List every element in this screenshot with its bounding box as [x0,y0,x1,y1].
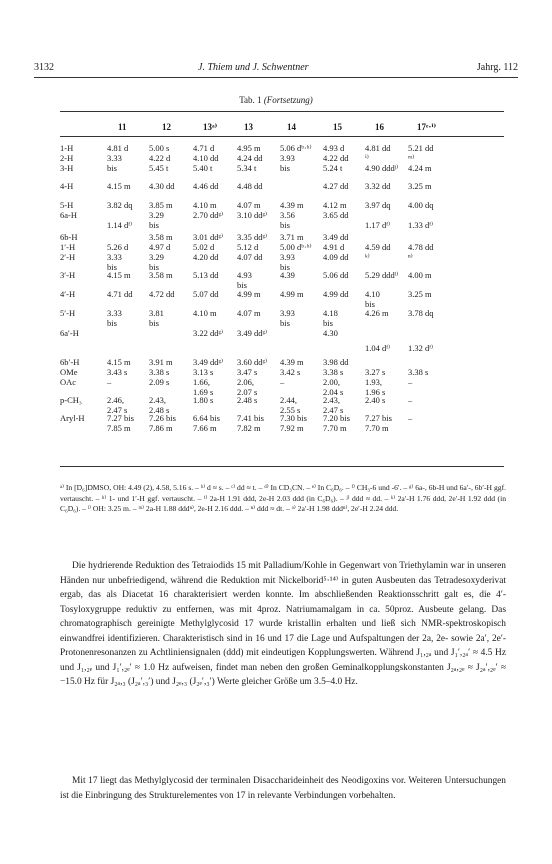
page-number: 3132 [34,62,54,73]
table-cell: 3.97 dq [365,200,391,210]
table-cell: 4.10 [365,289,380,299]
table-cell: – [408,413,413,423]
table-cell: 4.10 dd [193,153,219,163]
table-cell: 4.10 m [193,308,217,318]
table-cell: 4.15 m [107,181,131,191]
table-cell: 4.97 d [149,242,171,252]
table-cell: 2.55 s [280,405,301,415]
table-cell: 4.27 dd [323,181,349,191]
table-caption-label: Tab. 1 [239,95,262,105]
table-cell: ᵏ⁾ [365,252,370,262]
table-cell: bis [107,163,117,173]
table-cell: 4.15 m [107,357,131,367]
table-cell: 1.69 s [193,387,214,397]
column-header: 15 [333,122,342,132]
table-cell: 3.58 m [149,232,173,242]
table-cell: 2.70 ddᵍ⁾ [193,210,224,220]
table-cell: 4.71 dd [107,289,133,299]
table-cell: bis [280,163,290,173]
table-cell: 4.39 m [280,200,304,210]
row-label: 4′-H [60,289,76,299]
column-header: 17ᵉ·ⁱ⁾ [417,122,437,132]
table-cell: 2.43, [323,395,340,405]
table-cell: 3.91 m [149,357,173,367]
table-cell: 4.22 d [149,153,171,163]
row-label: 1-H [60,143,74,153]
body-paragraph-2: Mit 17 liegt das Methylglycosid der terminalen Disaccharideinheit des Neodigoxins vor. Weiteren Untersuchungen ist die Einbringung des Strukturelementes von 17 in relevante Verbindungen vorbehalten. [60,776,506,801]
row-label: 2′-H [60,252,76,262]
table-cell: 1.17 dᶠ⁾ [365,220,391,230]
table-cell: 3.35 ddᵍ⁾ [237,232,268,242]
table-cell: 4.22 dd [323,153,349,163]
table-cell: ᵐ⁾ [408,153,415,163]
table-cell: 3.58 m [149,270,173,280]
table-cell: bis [149,318,159,328]
table-cell: 4.90 dddʲ⁾ [365,163,399,173]
table-cell: 4.26 m [365,308,389,318]
row-label: 5′-H [60,308,76,318]
row-label: 1′-H [60,242,76,252]
table-cell: 3.93 [280,252,295,262]
table-cell: 3.25 m [408,181,432,191]
table-cell: 4.93 d [323,143,345,153]
table-cell: 4.12 m [323,200,347,210]
row-label: 3′-H [60,270,76,280]
table-cell: 4.71 d [193,143,215,153]
table-cell: 7.86 m [149,423,173,433]
table-cell: 4.18 [323,308,338,318]
table-cell: 3.42 s [280,367,301,377]
table-cell: 5.06 dd [323,270,349,280]
table-cell: 3.29 [149,252,164,262]
table-cell: 5.07 dd [193,289,219,299]
table-cell: 3.33 [107,252,122,262]
table-cell: – [408,377,413,387]
table-cell: 1.32 dᶠ⁾ [408,343,434,353]
body-paragraph-1: Die hydrierende Reduktion des Tetraiodids 15 mit Palladium/Kohle in Gegenwart von Triethylamin war in unseren Händen nur unbefriedigend, während die Reduktion mit Nickelborid⁵·¹⁴⁾ in guten Ausbeuten das Tetradesoxyderivat ergab, das als Diacetat 16 charakterisiert werden konnte. Im abschließenden Reaktionsschritt galt es, die 4′-Tosyloxygruppe reduktiv zu entfernen, was mit 4proz. Natriumamalgam in ca. 50proz. Ausbeute gelang. Das chromatographisch gereinigte Methylglycosid 17 wurde kristallin erhalten und ließ sich NMR-spektroskopisch einwandfrei identifizieren. Charakteristisch sind in 16 und 17 die Lage und Aufspaltungen der 2a, 2e- sowie 2a′, 2e′-Protonenresonanzen zu Achtliniensignalen (ddd) mit eindeutigen Kopplungswerten. Während J₁,₂ₐ und J₁′,₂ₐ′ ≈ 4.5 Hz und J₁,₂ₑ und J₁′,₂ₑ′ ≈ 1.0 Hz aufweisen, findet man neben den großen Geminalkopplungskonstanten J₂ₐ,₂ₑ ≈ J₂ₐ′,₂ₑ′ ≈ −15.0 Hz für J₂ₐ,₃ (J₂ₐ′,₃′) und J₂ₑ,₃ (J₂ₑ′,₃′) Werte gleicher Größe um 3.5–4.0 Hz. [60,561,506,687]
table-cell: 3.32 dd [365,181,391,191]
table-cell: 5.13 dd [193,270,219,280]
table-cell: 3.38 s [323,367,344,377]
table-cell: 4.07 dd [237,252,263,262]
row-label: 6a-H [60,210,77,220]
table-cell: 1.93, [365,377,382,387]
table-cell: 4.20 dd [193,252,219,262]
table-cell: 3.47 s [237,367,258,377]
table-cell: bis [323,318,333,328]
table-cell: 3.71 m [280,232,304,242]
table-cell: 3.65 dd [323,210,349,220]
table-cell: 4.81 dd [365,143,391,153]
table-cell: – [408,395,413,405]
table-cell: 4.24 m [408,163,432,173]
table-cell: 2.47 s [107,405,128,415]
table-cell: 7.30 bis [280,413,307,423]
table-cell: 4.39 m [280,357,304,367]
table-cell: 4.00 m [408,270,432,280]
table-cell: 4.39 [280,270,295,280]
table-footnotes: ᵃ⁾ In [D₆]DMSO, OH: 4.49 (2), 4.58, 5.16 s. – ᵇ⁾ d ≈ s. – ᶜ⁾ dd ≈ t. – ᵈ⁾ In CD₃CN. – ᵉ⁾ In C₆D₆. – ᶠ⁾ CH₃-6 und -6′. – ᵍ⁾ 6a-, 6b-H und 6a′-, 6b′-H ggf. vertauscht. – ʰ⁾ 1- und 1′-H ggf. vertauscht. – ⁱ⁾ 2a-H 1.91 ddd, 2e-H 2.03 ddd (in C₆D₆). – ʲ⁾ ddd ≈ dd. – ᵏ⁾ 2a′-H 1.76 ddd, 2e′-H 1.92 ddd (in C₆D₆). – ˡ⁾ OH: 3.25 m. – ᵐ⁾ 2a-H 1.88 dddⁿ⁾, 2e-H 2.16 ddd. – ⁿ⁾ ddd ≈ dt. – ᵒ⁾ 2a′-H 1.98 dddⁿ⁾, 2e′-H 2.24 ddd. [60,483,506,514]
row-label: 6b′-H [60,357,80,367]
table-cell: bis [107,318,117,328]
table-cell: 3.33 [107,308,122,318]
table-cell: 2.06, [237,377,254,387]
table-cell: 4.99 m [280,289,304,299]
row-label: OMe [60,367,78,377]
table-cell: – [107,377,112,387]
table-cell: 7.41 bis [237,413,264,423]
table-cell: 7.92 m [280,423,304,433]
table-cell: 2.46, [107,395,124,405]
table-cell: 2.40 s [365,395,386,405]
table-cell: 7.27 bis [107,413,134,423]
table-cell: 3.49 ddᵍ⁾ [237,328,268,338]
table-cell: 5.34 t [237,163,257,173]
table-cell: 3.29 [149,210,164,220]
table-cell: 2.48 s [149,405,170,415]
table-caption-suffix: (Fortsetzung) [263,95,313,105]
table-cell: 4.72 dd [149,289,175,299]
table-cell: 3.33 [107,153,122,163]
table-cell: 3.56 [280,210,295,220]
table-cell: 4.30 [323,328,338,338]
table-cell: ⁱ⁾ [365,153,369,163]
table-cell: 3.43 s [107,367,128,377]
column-header: 12 [162,122,171,132]
table-cell: 7.82 m [237,423,261,433]
row-label: 2-H [60,153,74,163]
table-cell: 3.49 ddᵍ⁾ [193,357,224,367]
table-cell: 4.78 dd [408,242,434,252]
table-cell: 3.82 dq [107,200,133,210]
table-cell: bis [365,299,375,309]
table-cell: 4.09 dd [323,252,349,262]
table-cell: 2.09 s [149,377,170,387]
table-cell: 3.93 [280,308,295,318]
table-cell: 3.93 [280,153,295,163]
table-cell: bis [149,262,159,272]
table-cell: bis [280,220,290,230]
table-cell: 5.26 d [107,242,129,252]
table-cell: 4.07 m [237,200,261,210]
table-cell: 1.33 dᶠ⁾ [408,220,434,230]
table-cell: 5.02 d [193,242,215,252]
column-header: 13 [244,122,253,132]
table-cell: 7.20 bis [323,413,350,423]
table-cell: 7.70 m [323,423,347,433]
table-cell: 4.99 dd [323,289,349,299]
table-cell: 6.64 bis [193,413,220,423]
table-cell: 1.14 dᶠ⁾ [107,220,133,230]
table-cell: 3.38 s [408,367,429,377]
column-header: 14 [287,122,296,132]
table-cell: 4.10 m [193,200,217,210]
table-cell: 5.06 dᵇ·ʰ⁾ [280,143,312,153]
table-cell: bis [280,262,290,272]
table-cell: bis [107,262,117,272]
table-cell: 3.49 dd [323,232,349,242]
table-cell: ⁿ⁾ [408,252,413,262]
table-cell: 7.27 bis [365,413,392,423]
table-cell: 1.04 dᶠ⁾ [365,343,391,353]
row-label: p-CH₃ [60,395,82,405]
table-cell: 2.48 s [237,395,258,405]
table-cell: 5.00 dᵇ·ʰ⁾ [280,242,312,252]
column-header: 11 [118,122,127,132]
table-cell: 7.85 m [107,423,131,433]
table-cell: 3.25 m [408,289,432,299]
table-cell: 2.04 s [323,387,344,397]
row-label: 4-H [60,181,74,191]
table-cell: 4.95 m [237,143,261,153]
table-cell: 5.24 t [323,163,343,173]
table-cell: 4.93 [237,270,252,280]
table-cell: 2.47 s [323,405,344,415]
row-label: 3-H [60,163,74,173]
table-cell: 3.10 ddᵍ⁾ [237,210,268,220]
table-cell: 1.80 s [193,395,214,405]
table-cell: 3.38 s [149,367,170,377]
table-cell: 2.44, [280,395,297,405]
row-label: Aryl-H [60,413,85,423]
row-label: 6b-H [60,232,78,242]
table-cell: 3.78 dq [408,308,434,318]
table-cell: 4.81 d [107,143,129,153]
table-cell: 5.21 dd [408,143,434,153]
table-cell: 5.00 s [149,143,170,153]
table-cell: 3.01 ddᵍ⁾ [193,232,224,242]
row-label: OAc [60,377,77,387]
table-cell: 4.91 d [323,242,345,252]
running-head-authors: J. Thiem und J. Schwentner [198,62,309,73]
table-cell: 7.70 m [365,423,389,433]
table-cell: 3.98 dd [323,357,349,367]
table-cell: 5.40 t [193,163,213,173]
table-cell: 4.00 dq [408,200,434,210]
column-header: 16 [375,122,384,132]
table-cell: 2.43, [149,395,166,405]
table-cell: – [280,377,285,387]
table-cell: 4.24 dd [237,153,263,163]
table-cell: 3.13 s [193,367,214,377]
table-cell: bis [237,280,247,290]
table-cell: 4.48 dd [237,181,263,191]
table-cell: 5.12 d [237,242,259,252]
table-cell: bis [149,220,159,230]
table-cell: 2.00, [323,377,340,387]
table-cell: 3.27 s [365,367,386,377]
column-header: 13ᵃ⁾ [203,122,218,132]
table-cell: 4.99 m [237,289,261,299]
table-cell: 1.96 s [365,387,386,397]
table-cell: 2.07 s [237,387,258,397]
table-cell: 3.60 ddᵍ⁾ [237,357,268,367]
table-cell: 3.81 [149,308,164,318]
row-label: 5-H [60,200,74,210]
table-cell: 1.66, [193,377,210,387]
table-cell: bis [280,318,290,328]
row-label: 6a′-H [60,328,79,338]
table-cell: 4.07 m [237,308,261,318]
table-cell: 7.66 m [193,423,217,433]
table-cell: 3.22 ddᵍ⁾ [193,328,224,338]
table-cell: 5.29 dddˡ⁾ [365,270,399,280]
table-cell: 4.46 dd [193,181,219,191]
table-cell: 4.59 dd [365,242,391,252]
journal-year: Jahrg. 112 [476,62,518,73]
table-cell: 4.30 dd [149,181,175,191]
table-cell: 4.15 m [107,270,131,280]
table-cell: 7.26 bis [149,413,176,423]
table-cell: 5.45 t [149,163,169,173]
table-cell: 3.85 m [149,200,173,210]
